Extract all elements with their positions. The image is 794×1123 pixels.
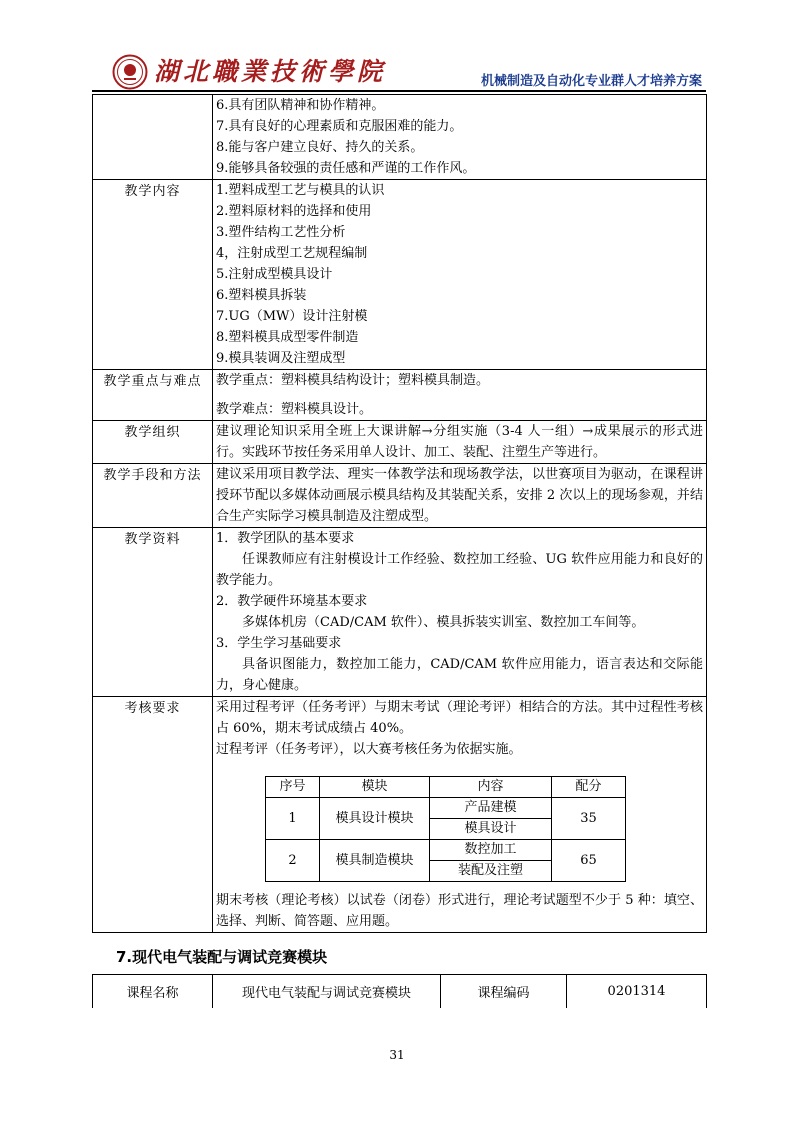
assessment-paragraph: 过程考评（任务考评），以大赛考核任务为依据实施。 <box>216 742 522 757</box>
section-title: 7.现代电气装配与调试竞赛模块 <box>116 948 328 966</box>
resources-paragraph: 任课教师应有注射模设计工作经验、数控加工经验、UG 软件应用能力和良好的教学能力。 <box>216 552 703 588</box>
list-item: 7.具有良好的心理素质和克服困难的能力。 <box>216 119 463 134</box>
content-item: 产品建模 <box>430 798 552 819</box>
table-row <box>266 798 626 819</box>
list-item: 6.具有团队精神和协作精神。 <box>216 98 385 113</box>
score-value: 65 <box>552 840 626 882</box>
assessment-cell <box>213 697 707 933</box>
teaching-content-label: 教学内容 <box>93 180 213 370</box>
score-table-header <box>266 777 626 798</box>
methods-label: 教学手段和方法 <box>93 464 213 528</box>
table-row <box>93 464 707 528</box>
table-row <box>93 421 707 464</box>
list-item: 8.能与客户建立良好、持久的关系。 <box>216 140 424 155</box>
module-name: 模具制造模块 <box>320 840 430 882</box>
header-cell: 内容 <box>430 777 552 798</box>
list-item: 4，注射成型工艺规程编制 <box>216 246 368 261</box>
table-row <box>93 697 707 933</box>
table-row <box>93 528 707 697</box>
key-points-cell <box>213 370 707 421</box>
page-number: 31 <box>389 1048 405 1062</box>
teaching-content-cell <box>213 180 707 370</box>
resources-heading: 3．学生学习基础要求 <box>216 636 342 651</box>
content-item: 装配及注塑 <box>430 861 552 882</box>
list-item: 3.塑件结构工艺性分析 <box>216 225 346 240</box>
methods-text: 建议采用项目教学法、理实一体教学法和现场教学法，以世赛项目为驱动，在课程讲授环节配以多媒体动画展示模具结构及其装配关系，安排 2 次以上的现场参观，并结合生产实际学习模具制造及注塑成型。 <box>216 467 703 524</box>
list-item: 8.塑料模具成型零件制造 <box>216 330 359 345</box>
list-item: 6.塑料模具拆装 <box>216 288 307 303</box>
table-row <box>266 840 626 861</box>
list-item: 9.能够具备较强的责任感和严谨的工作作风。 <box>216 161 476 176</box>
table-row <box>93 180 707 370</box>
header-divider <box>92 90 706 92</box>
list-item: 5.注射成型模具设计 <box>216 267 333 282</box>
list-item: 1.塑料成型工艺与模具的认识 <box>216 183 385 198</box>
key-points-label: 教学重点与难点 <box>93 370 213 421</box>
list-item: 2.塑料原材料的选择和使用 <box>216 204 372 219</box>
methods-cell <box>213 464 707 528</box>
table-row <box>93 95 707 180</box>
organization-text: 建议理论知识采用全班上大课讲解→分组实施（3-4 人一组）→成果展示的形式进行。实践环节按任务采用单人设计、加工、装配、注塑生产等进行。 <box>216 424 703 460</box>
row-number: 1 <box>266 798 320 840</box>
table-row <box>93 975 707 1008</box>
teaching-difficulty: 教学难点：塑料模具设计。 <box>216 402 373 417</box>
resources-heading: 1．教学团队的基本要求 <box>216 531 355 546</box>
score-table <box>265 776 626 882</box>
course-name-value: 现代电气装配与调试竞赛模块 <box>213 975 441 1008</box>
assessment-label: 考核要求 <box>93 697 213 933</box>
table-row <box>93 370 707 421</box>
resources-paragraph: 具备识图能力，数控加工能力，CAD/CAM 软件应用能力，语言表达和交际能力，身心健康。 <box>216 657 703 693</box>
teaching-focus: 教学重点：塑料模具结构设计；塑料模具制造。 <box>216 373 490 388</box>
resources-paragraph: 多媒体机房（CAD/CAM 软件）、模具拆装实训室、数控加工车间等。 <box>242 615 645 630</box>
empty-label-cell <box>93 95 213 180</box>
course-code-label: 课程编码 <box>441 975 567 1008</box>
module-name: 模具设计模块 <box>320 798 430 840</box>
header-cell: 模块 <box>320 777 430 798</box>
content-item: 数控加工 <box>430 840 552 861</box>
school-seal-icon <box>112 54 148 90</box>
resources-label: 教学资料 <box>93 528 213 697</box>
header-cell: 配分 <box>552 777 626 798</box>
resources-cell <box>213 528 707 697</box>
page-header <box>92 48 706 92</box>
header-cell: 序号 <box>266 777 320 798</box>
school-logo <box>112 54 386 90</box>
content-item: 模具设计 <box>430 819 552 840</box>
row-number: 2 <box>266 840 320 882</box>
list-item: 9.模具装调及注塑成型 <box>216 351 346 366</box>
continuation-cell <box>213 95 707 180</box>
list-item: 7.UG（MW）设计注射模 <box>216 309 368 324</box>
course-name-label: 课程名称 <box>93 975 213 1008</box>
course-code-value: 0201314 <box>567 975 707 1008</box>
document-title: 机械制造及自动化专业群人才培养方案 <box>480 74 702 89</box>
organization-cell <box>213 421 707 464</box>
assessment-paragraph: 采用过程考评（任务考评）与期末考试（理论考评）相结合的方法。其中过程性考核占 60%，期末考试成绩占 40%。 <box>216 700 703 736</box>
organization-label: 教学组织 <box>93 421 213 464</box>
assessment-paragraph: 期末考核（理论考核）以试卷（闭卷）形式进行，理论考试题型不少于 5 种：填空、选择、判断、简答题、应用题。 <box>216 893 703 929</box>
course-info-table <box>92 974 707 1008</box>
school-name: 湖北職業技術學院 <box>154 57 387 86</box>
score-value: 35 <box>552 798 626 840</box>
resources-heading: 2．教学硬件环境基本要求 <box>216 594 368 609</box>
course-detail-table <box>92 94 707 933</box>
